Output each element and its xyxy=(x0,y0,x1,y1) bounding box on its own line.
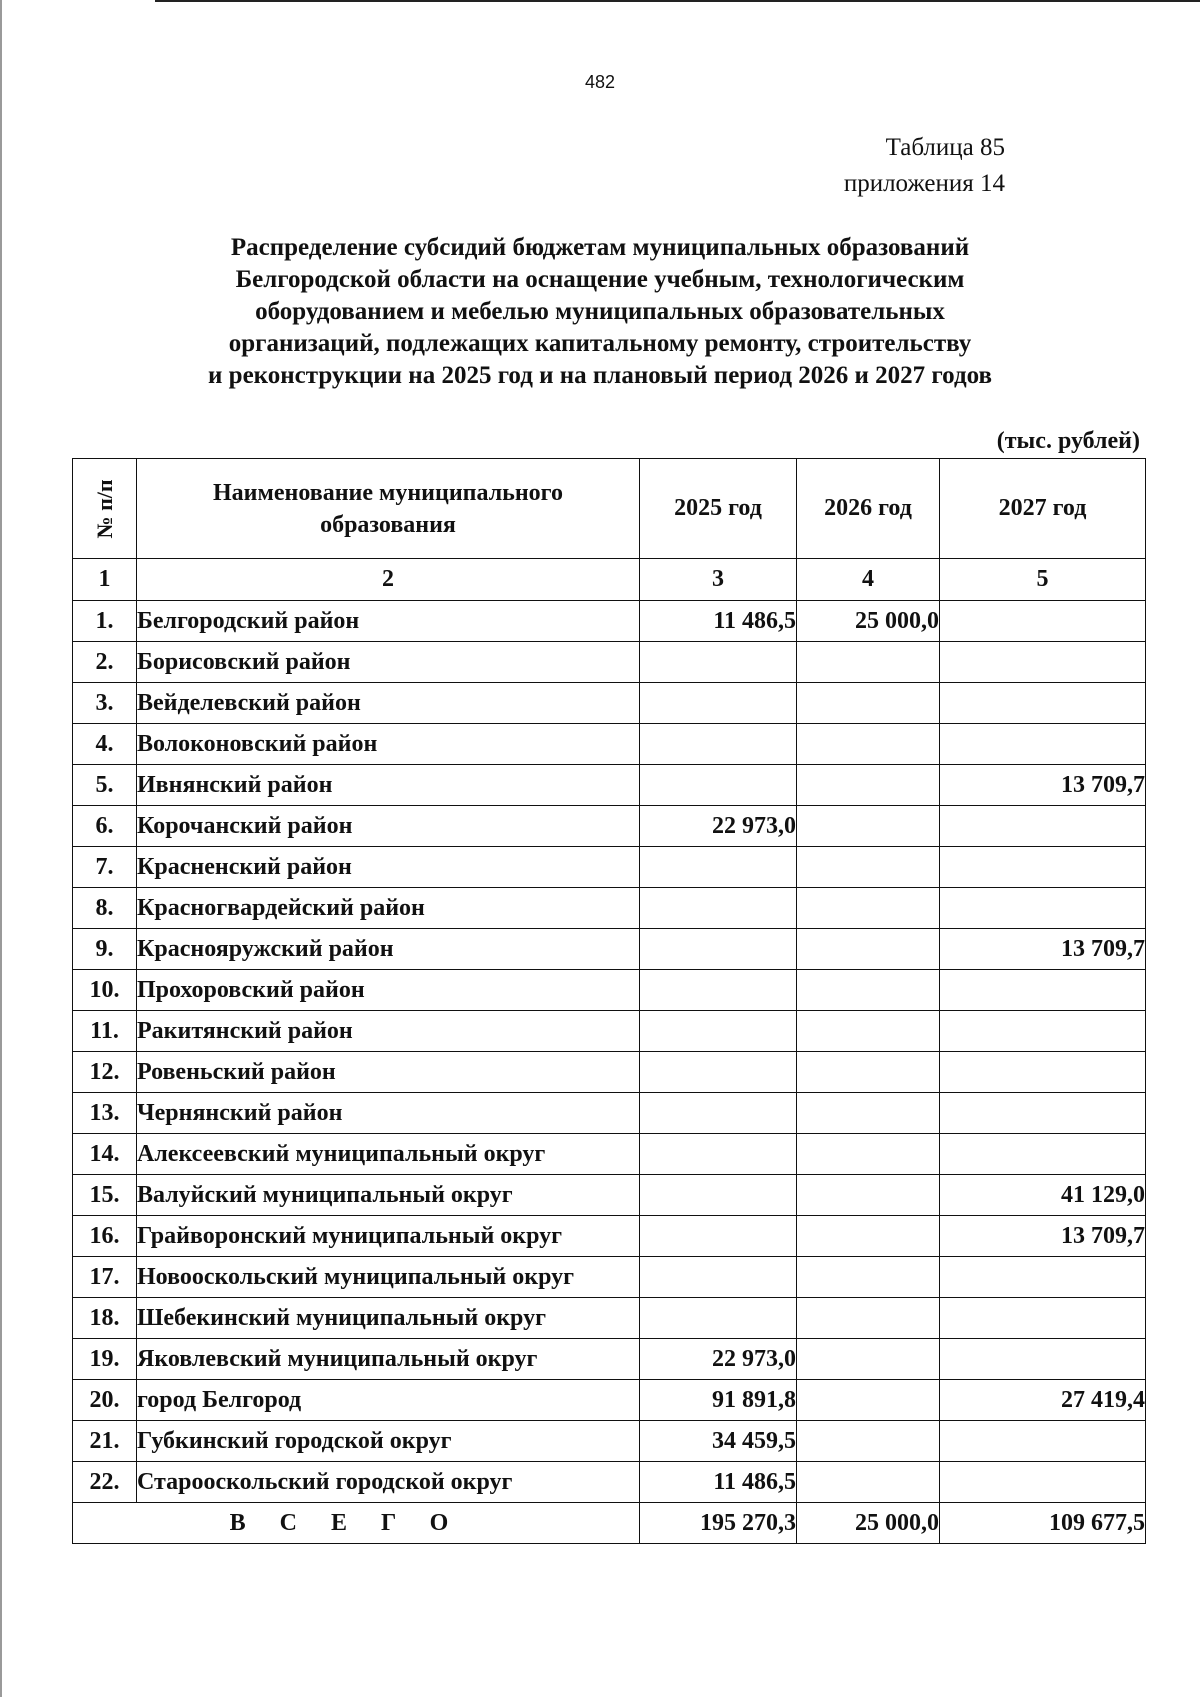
total-label: ВСЕГО xyxy=(73,1503,640,1544)
row-number: 1. xyxy=(73,601,137,642)
value-2026 xyxy=(797,1052,940,1093)
table-row xyxy=(73,1257,1146,1298)
table-row xyxy=(73,683,1146,724)
value-2025 xyxy=(640,1257,797,1298)
value-2026 xyxy=(797,642,940,683)
units-label: (тыс. рублей) xyxy=(996,428,1140,454)
value-2027 xyxy=(940,888,1146,929)
document-title xyxy=(100,232,1100,392)
annex-reference xyxy=(760,130,1005,202)
value-2025 xyxy=(640,1093,797,1134)
municipality-name: Шебекинский муниципальный округ xyxy=(137,1298,640,1339)
column-number: 3 xyxy=(640,559,797,601)
row-number: 3. xyxy=(73,683,137,724)
value-2027: 13 709,7 xyxy=(940,1216,1146,1257)
table-body xyxy=(73,601,1146,1503)
municipality-name: Старооскольский городской округ xyxy=(137,1462,640,1503)
value-2027 xyxy=(940,601,1146,642)
row-number: 22. xyxy=(73,1462,137,1503)
value-2025 xyxy=(640,1298,797,1339)
value-2026 xyxy=(797,1134,940,1175)
value-2027: 13 709,7 xyxy=(940,765,1146,806)
table-row xyxy=(73,847,1146,888)
row-number: 5. xyxy=(73,765,137,806)
value-2025 xyxy=(640,1175,797,1216)
row-number: 18. xyxy=(73,1298,137,1339)
column-number: 1 xyxy=(73,559,137,601)
column-number-row xyxy=(73,559,1146,601)
municipality-name: Яковлевский муниципальный округ xyxy=(137,1339,640,1380)
appendix-reference: приложения 14 xyxy=(843,170,1005,197)
value-2027 xyxy=(940,806,1146,847)
table-row xyxy=(73,1011,1146,1052)
value-2025 xyxy=(640,683,797,724)
value-2027 xyxy=(940,1011,1146,1052)
municipality-name: Прохоровский район xyxy=(137,970,640,1011)
table-row xyxy=(73,1462,1146,1503)
table-row xyxy=(73,1380,1146,1421)
value-2025: 22 973,0 xyxy=(640,1339,797,1380)
page-number: 482 xyxy=(584,72,616,92)
value-2026 xyxy=(797,1380,940,1421)
value-2025 xyxy=(640,888,797,929)
table-header-row xyxy=(73,459,1146,559)
value-2027 xyxy=(940,1339,1146,1380)
value-2026 xyxy=(797,929,940,970)
title-line: Белгородской области на оснащение учебным, технологическим xyxy=(235,266,965,293)
row-number: 7. xyxy=(73,847,137,888)
value-2025 xyxy=(640,847,797,888)
scan-left-edge xyxy=(0,0,2,1697)
row-number: 6. xyxy=(73,806,137,847)
row-number: 15. xyxy=(73,1175,137,1216)
value-2026 xyxy=(797,847,940,888)
value-2025: 34 459,5 xyxy=(640,1421,797,1462)
value-2025 xyxy=(640,929,797,970)
value-2027 xyxy=(940,724,1146,765)
municipality-name: Красненский район xyxy=(137,847,640,888)
row-number: 19. xyxy=(73,1339,137,1380)
row-number: 9. xyxy=(73,929,137,970)
value-2026: 25 000,0 xyxy=(797,601,940,642)
value-2027 xyxy=(940,1093,1146,1134)
title-line: и реконструкции на 2025 год и на плановый период 2026 и 2027 годов xyxy=(208,362,992,389)
row-number: 20. xyxy=(73,1380,137,1421)
table-row xyxy=(73,1421,1146,1462)
value-2025: 11 486,5 xyxy=(640,1462,797,1503)
title-line: Распределение субсидий бюджетам муниципальных образований xyxy=(230,234,970,261)
table-row xyxy=(73,1134,1146,1175)
municipality-name: Вейделевский район xyxy=(137,683,640,724)
value-2025 xyxy=(640,1011,797,1052)
value-2025 xyxy=(640,970,797,1011)
table-row xyxy=(73,601,1146,642)
municipality-name: Алексеевский муниципальный округ xyxy=(137,1134,640,1175)
table-row xyxy=(73,806,1146,847)
municipality-name: Грайворонский муниципальный округ xyxy=(137,1216,640,1257)
table-row xyxy=(73,970,1146,1011)
value-2025 xyxy=(640,724,797,765)
header-name-line1: Наименование муниципального xyxy=(213,479,563,506)
value-2026 xyxy=(797,1175,940,1216)
value-2026 xyxy=(797,1339,940,1380)
municipality-name: Белгородский район xyxy=(137,601,640,642)
municipality-name: Борисовский район xyxy=(137,642,640,683)
municipality-name: Волоконовский район xyxy=(137,724,640,765)
value-2025 xyxy=(640,642,797,683)
municipality-name: Чернянский район xyxy=(137,1093,640,1134)
column-number: 4 xyxy=(797,559,940,601)
table-row xyxy=(73,888,1146,929)
value-2025 xyxy=(640,1052,797,1093)
municipality-name: Красногвардейский район xyxy=(137,888,640,929)
header-name xyxy=(137,459,640,559)
municipality-name: город Белгород xyxy=(137,1380,640,1421)
row-number: 10. xyxy=(73,970,137,1011)
value-2027 xyxy=(940,1298,1146,1339)
table-row xyxy=(73,642,1146,683)
value-2026 xyxy=(797,1257,940,1298)
value-2027 xyxy=(940,847,1146,888)
table-row xyxy=(73,1339,1146,1380)
municipality-name: Ровеньский район xyxy=(137,1052,640,1093)
table-row xyxy=(73,1298,1146,1339)
value-2025: 22 973,0 xyxy=(640,806,797,847)
title-line: оборудованием и мебелью муниципальных образовательных xyxy=(255,298,945,325)
value-2025: 91 891,8 xyxy=(640,1380,797,1421)
value-2026 xyxy=(797,1093,940,1134)
row-number: 16. xyxy=(73,1216,137,1257)
header-2026: 2026 год xyxy=(797,459,940,559)
value-2025 xyxy=(640,1134,797,1175)
value-2026 xyxy=(797,806,940,847)
column-number: 5 xyxy=(940,559,1146,601)
value-2027 xyxy=(940,683,1146,724)
value-2026 xyxy=(797,888,940,929)
table-row xyxy=(73,1052,1146,1093)
header-number-label: № п/п xyxy=(91,478,117,539)
value-2027 xyxy=(940,1052,1146,1093)
total-row xyxy=(73,1503,1146,1544)
total-2027: 109 677,5 xyxy=(940,1503,1146,1544)
municipality-name: Корочанский район xyxy=(137,806,640,847)
value-2027 xyxy=(940,1257,1146,1298)
header-2027: 2027 год xyxy=(940,459,1146,559)
row-number: 21. xyxy=(73,1421,137,1462)
value-2026 xyxy=(797,970,940,1011)
municipality-name: Ракитянский район xyxy=(137,1011,640,1052)
value-2027 xyxy=(940,1421,1146,1462)
value-2027 xyxy=(940,1462,1146,1503)
municipality-name: Краснояружский район xyxy=(137,929,640,970)
header-2025: 2025 год xyxy=(640,459,797,559)
title-line: организаций, подлежащих капитальному ремонту, строительству xyxy=(228,330,972,357)
value-2027 xyxy=(940,1134,1146,1175)
value-2026 xyxy=(797,724,940,765)
value-2027: 41 129,0 xyxy=(940,1175,1146,1216)
header-number xyxy=(73,459,137,559)
value-2026 xyxy=(797,1462,940,1503)
top-border-line xyxy=(155,0,1200,2)
row-number: 13. xyxy=(73,1093,137,1134)
value-2027: 27 419,4 xyxy=(940,1380,1146,1421)
municipality-name: Губкинский городской округ xyxy=(137,1421,640,1462)
total-2025: 195 270,3 xyxy=(640,1503,797,1544)
row-number: 12. xyxy=(73,1052,137,1093)
row-number: 14. xyxy=(73,1134,137,1175)
value-2026 xyxy=(797,1011,940,1052)
subsidy-table xyxy=(72,458,1146,1544)
table-row xyxy=(73,724,1146,765)
municipality-name: Новооскольский муниципальный округ xyxy=(137,1257,640,1298)
row-number: 8. xyxy=(73,888,137,929)
value-2027 xyxy=(940,970,1146,1011)
row-number: 11. xyxy=(73,1011,137,1052)
value-2026 xyxy=(797,1216,940,1257)
total-2026: 25 000,0 xyxy=(797,1503,940,1544)
value-2025 xyxy=(640,1216,797,1257)
row-number: 2. xyxy=(73,642,137,683)
value-2026 xyxy=(797,683,940,724)
table-row xyxy=(73,1175,1146,1216)
municipality-name: Валуйский муниципальный округ xyxy=(137,1175,640,1216)
value-2027: 13 709,7 xyxy=(940,929,1146,970)
row-number: 4. xyxy=(73,724,137,765)
table-row xyxy=(73,1093,1146,1134)
value-2026 xyxy=(797,765,940,806)
header-name-line2: образования xyxy=(320,511,456,538)
value-2025 xyxy=(640,765,797,806)
table-row xyxy=(73,765,1146,806)
value-2026 xyxy=(797,1298,940,1339)
value-2025: 11 486,5 xyxy=(640,601,797,642)
table-reference: Таблица 85 xyxy=(885,134,1005,161)
column-number: 2 xyxy=(137,559,640,601)
row-number: 17. xyxy=(73,1257,137,1298)
municipality-name: Ивнянский район xyxy=(137,765,640,806)
value-2027 xyxy=(940,642,1146,683)
table-row xyxy=(73,1216,1146,1257)
table-row xyxy=(73,929,1146,970)
value-2026 xyxy=(797,1421,940,1462)
